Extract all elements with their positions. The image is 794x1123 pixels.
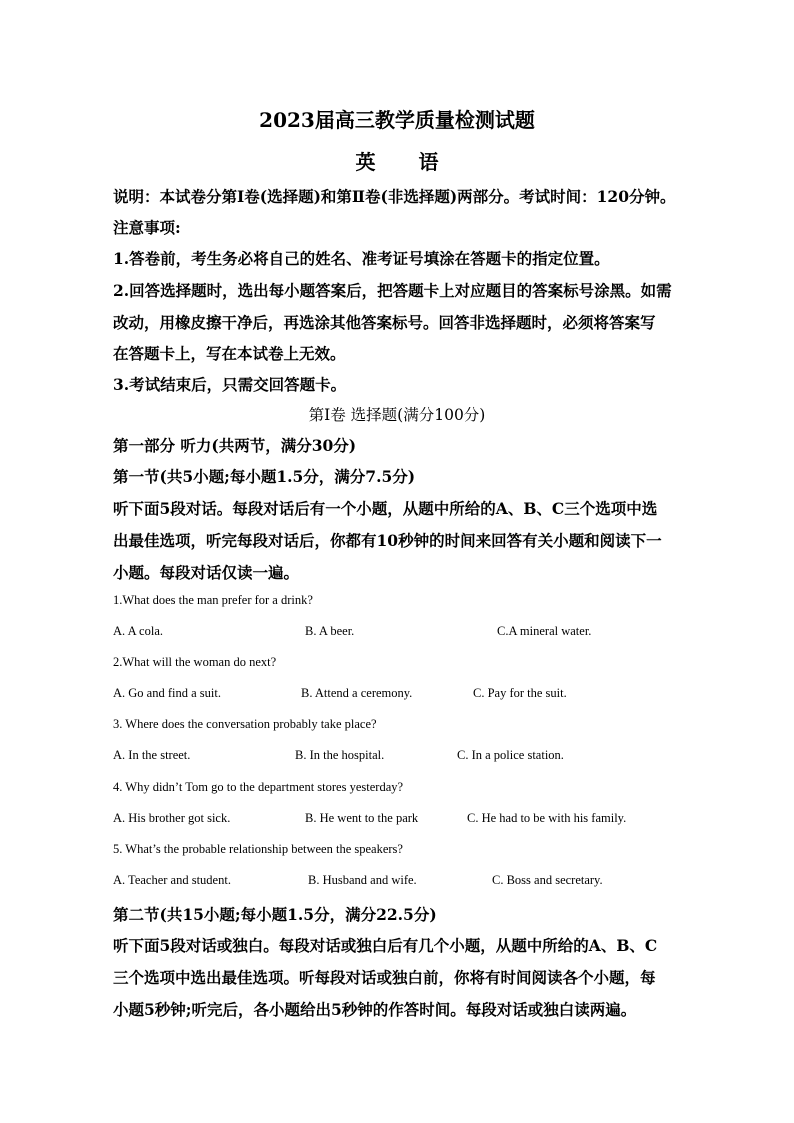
question-1-option-b: B. A beer.: [305, 624, 355, 638]
question-5-option-c: C. Boss and secretary.: [492, 873, 603, 887]
question-2-option-a: A. Go and find a suit.: [113, 686, 221, 700]
question-2-option-c: C. Pay for the suit.: [473, 686, 567, 700]
section-1-instruction-line-1: 听下面5段对话。每段对话后有一个小题，从题中所给的A、B、C三个选项中选: [113, 499, 658, 518]
section-2-instruction-line-3: 小题5秒钟;听完后，各小题给出5秒钟的作答时间。每段对话或独白读两遍。: [113, 1000, 637, 1019]
note-2-line-2: 改动，用橡皮擦干净后，再选涂其他答案标号。回答非选择题时，必须将答案写: [113, 313, 656, 332]
note-2-line-1: 2.回答选择题时，选出每小题答案后，把答题卡上对应题目的答案标号涂黑。如需: [113, 281, 672, 300]
question-4-stem: 4. Why didn’t Tom go to the department stores yesterday?: [113, 780, 404, 794]
question-3-option-a: A. In the street.: [113, 748, 191, 762]
section-2-instruction-line-2: 三个选项中选出最佳选项。听每段对话或独白前，你将有时间阅读各个小题，每: [113, 968, 656, 987]
question-1-option-c: C.A mineral water.: [497, 624, 592, 638]
question-4-option-c: C. He had to be with his family.: [467, 811, 627, 825]
section-1-heading: 第一节(共5小题;每小题1.5分，满分7.5分): [113, 467, 416, 486]
question-4-option-a: A. His brother got sick.: [113, 811, 231, 825]
question-3-option-c: C. In a police station.: [457, 748, 564, 762]
exam-title: 2023届高三教学质量检测试题: [259, 108, 535, 132]
note-3: 3.考试结束后，只需交回答题卡。: [113, 375, 347, 394]
note-2-line-3: 在答题卡上，写在本试卷上无效。: [113, 344, 346, 363]
question-5-option-a: A. Teacher and student.: [113, 873, 231, 887]
section-2-instruction-line-1: 听下面5段对话或独白。每段对话或独白后有几个小题，从题中所给的A、B、C: [113, 936, 658, 955]
question-3-option-b: B. In the hospital.: [295, 748, 385, 762]
question-3-stem: 3. Where does the conversation probably take place?: [113, 717, 377, 731]
question-1-stem: 1.What does the man prefer for a drink?: [113, 593, 313, 607]
section-1-instruction-line-3: 小题。每段对话仅读一遍。: [113, 563, 300, 582]
question-2-stem: 2.What will the woman do next?: [113, 655, 277, 669]
exam-description: 说明：本试卷分第Ⅰ卷(选择题)和第Ⅱ卷(非选择题)两部分。考试时间：120分钟。: [113, 187, 676, 206]
question-4-option-b: B. He went to the park: [305, 811, 419, 825]
note-1: 1.答卷前，考生务必将自己的姓名、准考证号填涂在答题卡的指定位置。: [113, 249, 610, 268]
question-1-option-a: A. A cola.: [113, 624, 163, 638]
section-2-heading: 第二节(共15小题;每小题1.5分，满分22.5分): [113, 905, 437, 924]
question-5-option-b: B. Husband and wife.: [308, 873, 417, 887]
section-1-instruction-line-2: 出最佳选项，听完每段对话后，你都有10秒钟的时间来回答有关小题和阅读下一: [113, 531, 662, 550]
question-2-option-b: B. Attend a ceremony.: [301, 686, 413, 700]
subject-title: 英 语: [355, 150, 457, 174]
notes-heading: 注意事项:: [113, 218, 181, 237]
volume-1-heading: 第Ⅰ卷 选择题(满分100分): [308, 406, 486, 424]
question-5-stem: 5. What’s the probable relationship between the speakers?: [113, 842, 403, 856]
part-1-heading: 第一部分 听力(共两节，满分30分): [113, 436, 357, 455]
